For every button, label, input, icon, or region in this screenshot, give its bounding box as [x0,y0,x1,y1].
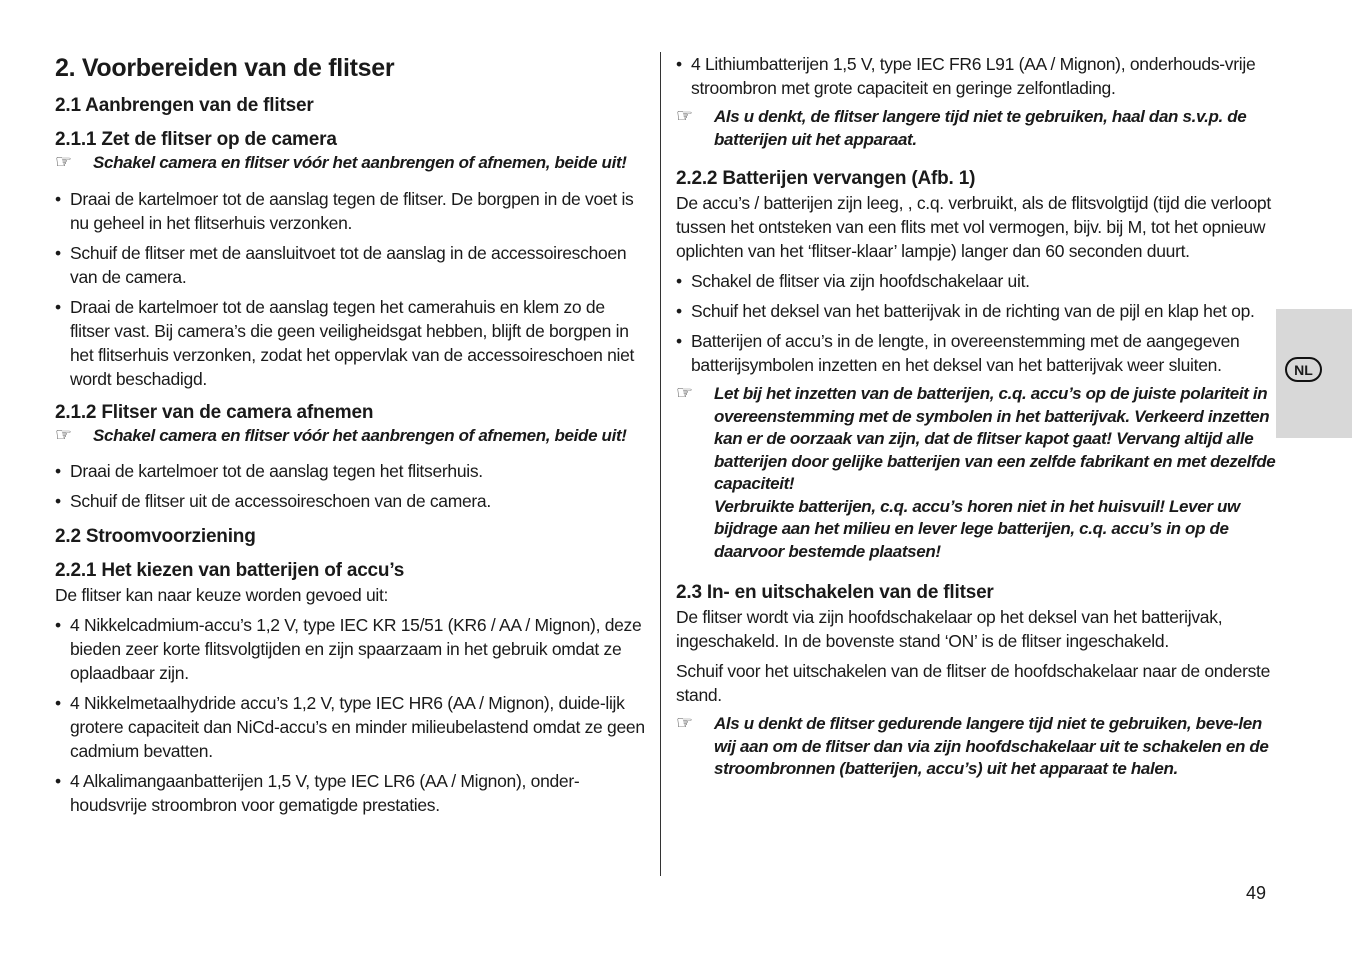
note-polarity [676,383,1276,563]
note-text: Als u denkt de flitser gedurende langere tijd niet te gebruiken, beve-len wij aan om de flitser dan via zijn hoofdschakelaar uit te schakelen en de stroombronnen (batterijen, accu’s) uit het apparaat te halen. [714,714,1269,778]
section-2-2-2-intro: De accu’s / batterijen zijn leeg, , c.q. verbruikt, als de flitsvolgtijd (tijd die verloopt tussen het ontsteken van een flits met vol vermogen, bijv. bij M, tot het opnieuw oplichten van het ‘flitser-klaar’ lampje) langer dan 60 seconden duurt. [676,193,1271,261]
note-recycling-text: Verbruikte batterijen, c.q. accu’s horen niet in het huisvuil! Lever uw bijdrage aan het milieu en lever lege batterijen, c.q. accu’s in op de daarvoor bestemde plaatsen! [714,496,1240,561]
section-2-2-heading: 2.2 Stroomvoorziening [55,526,256,547]
section-2-3-heading: 2.3 In- en uitschakelen van de flitser [676,582,994,603]
note-2-1-1 [55,152,647,175]
section-2-1-heading: 2.1 Aanbrengen van de flitser [55,95,314,116]
section-2-2-1-heading: 2.2.1 Het kiezen van batterijen of accu’s [55,560,405,581]
list-item: • Schakel de flitser via zijn hoofdschakelaar uit. [676,269,1276,293]
list-2-1-2 [55,459,647,513]
section-2-3-paragraph-1: De flitser wordt via zijn hoofdschakelaar op het deksel van het batterijvak, ingeschakeld. In de bovenste stand ‘ON’ is de flitser ingeschakeld. [676,607,1223,651]
list-item: • 4 Alkalimangaanbatterijen 1,5 V, type IEC LR6 (AA / Mignon), onder-houdsvrije stroombron voor gematigde prestaties. [55,769,647,817]
note-text [714,383,1276,563]
list-2-1-1 [55,187,647,391]
page-number: 49 [1246,883,1267,903]
pointing-hand-icon: ☞ [55,424,72,446]
list-item: • 4 Nikkelmetaalhydride accu’s 1,2 V, type IEC HR6 (AA / Mignon), duide-lijk grotere capaciteit dan NiCd-accu’s en minder milieubelastend omdat ze geen cadmium bevatten. [55,691,647,763]
section-2-3-paragraph-2: Schuif voor het uitschakelen van de flitser de hoofdschakelaar naar de onderste stand. [676,661,1271,705]
list-item: • Schuif het deksel van het batterijvak in de richting van de pijl en klap het op. [676,299,1276,323]
page-title: 2. Voorbereiden van de flitser [55,54,395,82]
pointing-hand-icon: ☞ [55,152,72,173]
pointing-hand-icon: ☞ [676,383,693,404]
left-column [55,52,647,823]
note-batteries-remove [676,106,1276,151]
language-badge: NL [1285,357,1322,382]
right-column [676,52,1276,781]
note-text: Schakel camera en flitser vóór het aanbrengen of afnemen, beide uit! [93,153,627,172]
list-item: • Draai de kartelmoer tot de aanslag tegen de flitser. De borgpen in de voet is nu geheel in het flitserhuis verzonken. [55,187,647,235]
list-item: • Schuif de flitser uit de accessoireschoen van de camera. [55,489,647,513]
list-item: • Batterijen of accu’s in de lengte, in overeenstemming met de aangegeven batterijsymbolen inzetten en het deksel van het batterijvak weer sluiten. [676,329,1276,377]
note-2-3 [676,713,1276,781]
note-text: Schakel camera en flitser vóór het aanbrengen of afnemen, beide uit! [93,425,627,445]
note-2-1-2 [55,425,647,448]
list-2-2-1 [55,613,647,817]
column-divider [660,52,661,876]
section-2-2-2-heading: 2.2.2 Batterijen vervangen (Afb. 1) [676,168,976,189]
pointing-hand-icon: ☞ [676,106,693,127]
list-2-2-2 [676,269,1276,377]
note-text: Als u denkt, de flitser langere tijd niet te gebruiken, haal dan s.v.p. de batterijen uit het apparaat. [714,107,1247,149]
section-2-1-1-heading: 2.1.1 Zet de flitser op de camera [55,129,337,150]
note-polarity-text: Let bij het inzetten van de batterijen, c.q. accu’s op de juiste polariteit in overeenstemming met de symbolen in het batterijvak. Verkeerd inzetten kan er de oorzaak van zijn, dat de flitser kapot gaat! Vervang altijd alle batterijen door gelijke batterijen van een zelfde fabrikant en met dezelfde capaciteit! [714,384,1276,493]
list-item: • 4 Nikkelcadmium-accu’s 1,2 V, type IEC KR 15/51 (KR6 / AA / Mignon), deze bieden zeer korte flitsvolgtijden en zijn spaarzaam in het gebruik omdat ze oplaadbaar zijn. [55,613,647,685]
list-item: • Draai de kartelmoer tot de aanslag tegen het flitserhuis. [55,459,647,483]
section-2-1-2-heading: 2.1.2 Flitser van de camera afnemen [55,401,374,423]
list-item: • Draai de kartelmoer tot de aanslag tegen het camerahuis en klem zo de flitser vast. Bij camera’s die geen veiligheidsgat hebben, blijft de borgpen in het flitserhuis verzonken, zodat het oppervlak van de accessoireschoen niet wordt beschadigd. [55,295,647,391]
pointing-hand-icon: ☞ [676,713,693,734]
list-2-2-1-continued [676,52,1276,100]
list-item: • Schuif de flitser met de aansluitvoet tot de aanslag in de accessoireschoen van de camera. [55,241,647,289]
list-item: • 4 Lithiumbatterijen 1,5 V, type IEC FR6 L91 (AA / Mignon), onderhouds-vrije stroombron met grote capaciteit en geringe zelfontlading. [676,52,1276,100]
section-2-2-1-intro: De flitser kan naar keuze worden gevoed uit: [55,585,389,605]
